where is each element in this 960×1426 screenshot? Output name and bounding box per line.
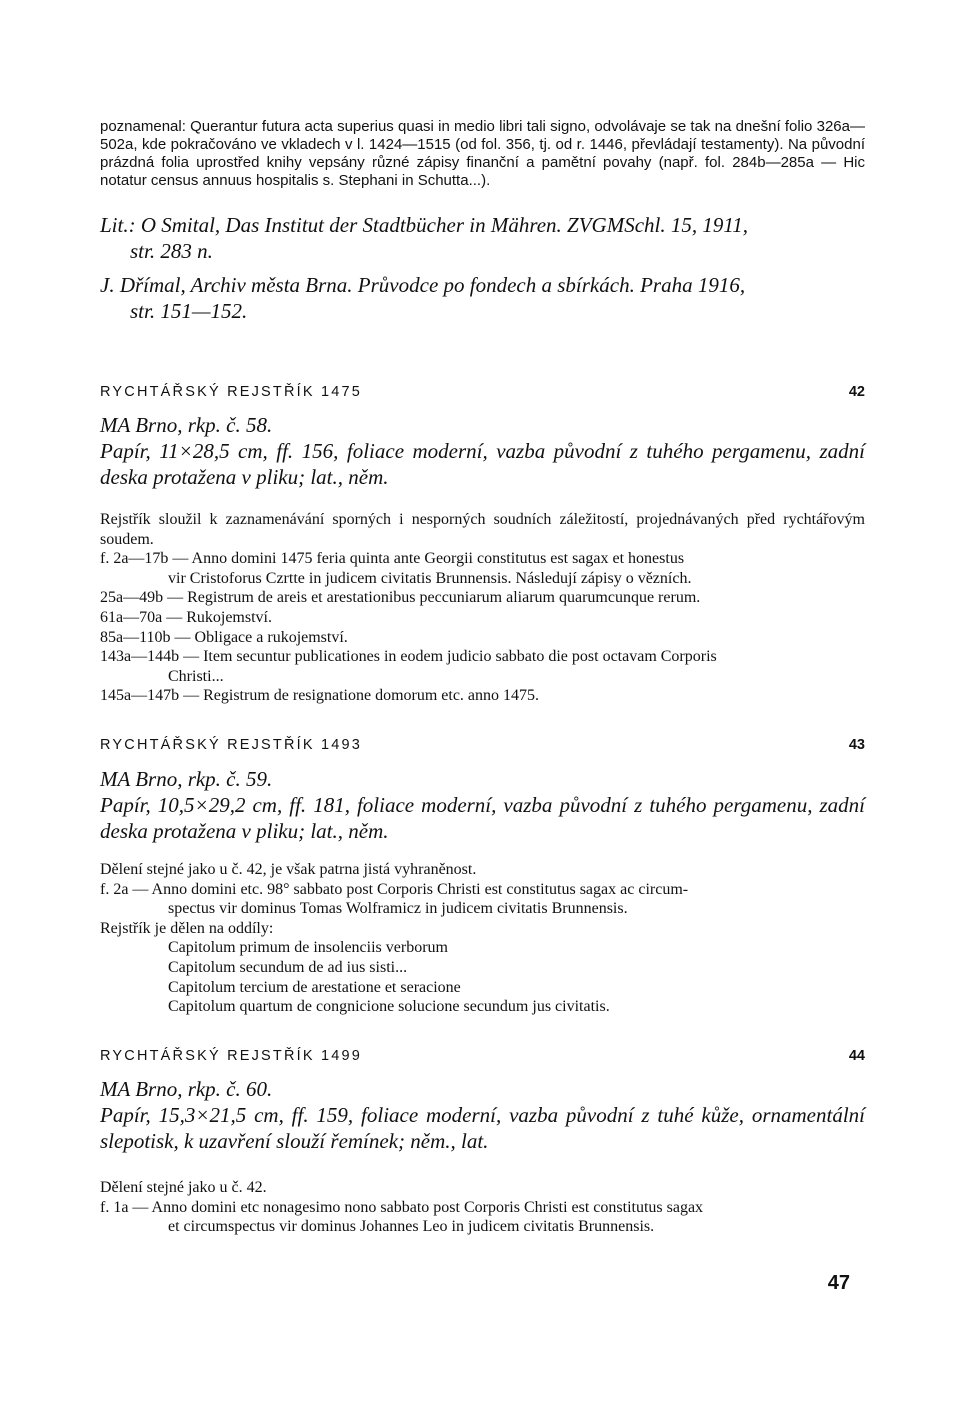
section-body xyxy=(100,510,865,706)
entry-line: Dělení stejné jako u č. 42, je však patrna jistá vyhraněnost. xyxy=(100,861,477,878)
entry-line: Dělení stejné jako u č. 42. xyxy=(100,1179,267,1196)
entry-line: f. 2a — Anno domini etc. 98° sabbato post Corporis Christi est constitutus sagax ac circum- xyxy=(100,880,689,898)
section-meta xyxy=(100,1076,865,1154)
section-body xyxy=(100,1178,865,1237)
entry-line: 143a—144b — Item secuntur publicationes in eodem judicio sabbato die post octavam Corporis xyxy=(100,648,717,666)
literature-entry xyxy=(100,272,865,324)
entry-line: Rejstřík je dělen na oddíly: xyxy=(100,919,274,937)
page-number: 47 xyxy=(827,1272,850,1294)
entry-line: f. 2a—17b — Anno domini 1475 feria quinta ante Georgii constitutus est sagax et honestus xyxy=(100,550,685,568)
section-meta xyxy=(100,412,865,490)
entry-line: vir Cristoforus Czrtte in judicem civitatis Brunnensis. Následují zápisy o vězních. xyxy=(168,569,692,587)
physical-description: Papír, 15,3×21,5 cm, ff. 159, foliace moderní, vazba původní z tuhé kůže, ornamentální slepotisk, k uzavření slouží řemínek; něm., lat. xyxy=(100,1103,865,1153)
entry-line: Christi... xyxy=(168,667,224,685)
entry-line: et circumspectus vir dominus Johannes Leo in judicem civitatis Brunnensis. xyxy=(168,1218,655,1236)
literature-entry xyxy=(100,212,865,264)
section-heading xyxy=(100,737,865,753)
entry-line: Rejstřík sloužil k zaznamenávání sporných i nesporných soudních záležitostí, projednávaných před rychtářovým soudem. xyxy=(100,511,865,548)
section-heading xyxy=(100,384,865,400)
intro-paragraph: poznamenal: Querantur futura acta superius quasi in medio libri tali signo, odvolávaje se tak na dnešní folio 326a—502a, kde pokračováno ve vkladech v l. 1424—1515 (od fol. 356, tj. od r. 1446, převládají testamenty). Na původní prázdná folia uprostřed knihy vepsány různé zápisy finanční a pamětní povahy (např. fol. 284b—285a — Hic notatur census annuus hospitalis s. Stephani in Schutta...). xyxy=(100,118,865,189)
entry-line: Capitolum secundum de ad ius sisti... xyxy=(168,958,408,976)
entry-line: Capitolum primum de insolenciis verborum xyxy=(168,939,448,957)
section-number: 43 xyxy=(848,737,865,753)
literature-continuation: str. 151—152. xyxy=(130,299,248,323)
entry-line: 145a—147b — Registrum de resignatione domorum etc. anno 1475. xyxy=(100,687,540,705)
section-meta xyxy=(100,766,865,844)
section-title: RYCHTÁŘSKÝ REJSTŘÍK 1499 xyxy=(100,1048,363,1064)
literature-line: J. Dřímal, Archiv města Brna. Průvodce po fondech a sbírkách. Praha 1916, xyxy=(100,273,746,297)
section-title: RYCHTÁŘSKÝ REJSTŘÍK 1493 xyxy=(100,737,363,753)
literature-line: Lit.: O Smital, Das Institut der Stadtbücher in Mähren. ZVGMSchl. 15, 1911, xyxy=(100,213,749,237)
entry-line: 85a—110b — Obligace a rukojemství. xyxy=(100,628,348,646)
section-number: 42 xyxy=(848,384,865,400)
section-number: 44 xyxy=(848,1048,865,1064)
archive-reference: MA Brno, rkp. č. 58. xyxy=(100,413,273,437)
section-heading xyxy=(100,1048,865,1064)
entry-line: Capitolum quartum de congnicione solucione secundum jus civitatis. xyxy=(168,998,610,1016)
archive-reference: MA Brno, rkp. č. 60. xyxy=(100,1077,273,1101)
physical-description: Papír, 11×28,5 cm, ff. 156, foliace moderní, vazba původní z tuhého pergamenu, zadní deska protažena v pliku; lat., něm. xyxy=(100,439,865,489)
entry-line: spectus vir dominus Tomas Wolframicz in judicem civitatis Brunnensis. xyxy=(168,900,628,918)
entry-line: Capitolum tercium de arestatione et seracione xyxy=(168,978,461,996)
entry-line: 61a—70a — Rukojemství. xyxy=(100,608,272,626)
section-title: RYCHTÁŘSKÝ REJSTŘÍK 1475 xyxy=(100,384,363,400)
literature-continuation: str. 283 n. xyxy=(130,239,213,263)
section-body xyxy=(100,860,865,1017)
entry-line: f. 1a — Anno domini etc nonagesimo nono sabbato post Corporis Christi est constitutus sagax xyxy=(100,1198,704,1216)
entry-line: 25a—49b — Registrum de areis et arestationibus peccuniarum aliarum quarumcunque rerum. xyxy=(100,589,701,607)
physical-description: Papír, 10,5×29,2 cm, ff. 181, foliace moderní, vazba původní z tuhého pergamenu, zadní deska protažena v pliku; lat., něm. xyxy=(100,793,865,843)
archive-reference: MA Brno, rkp. č. 59. xyxy=(100,767,273,791)
